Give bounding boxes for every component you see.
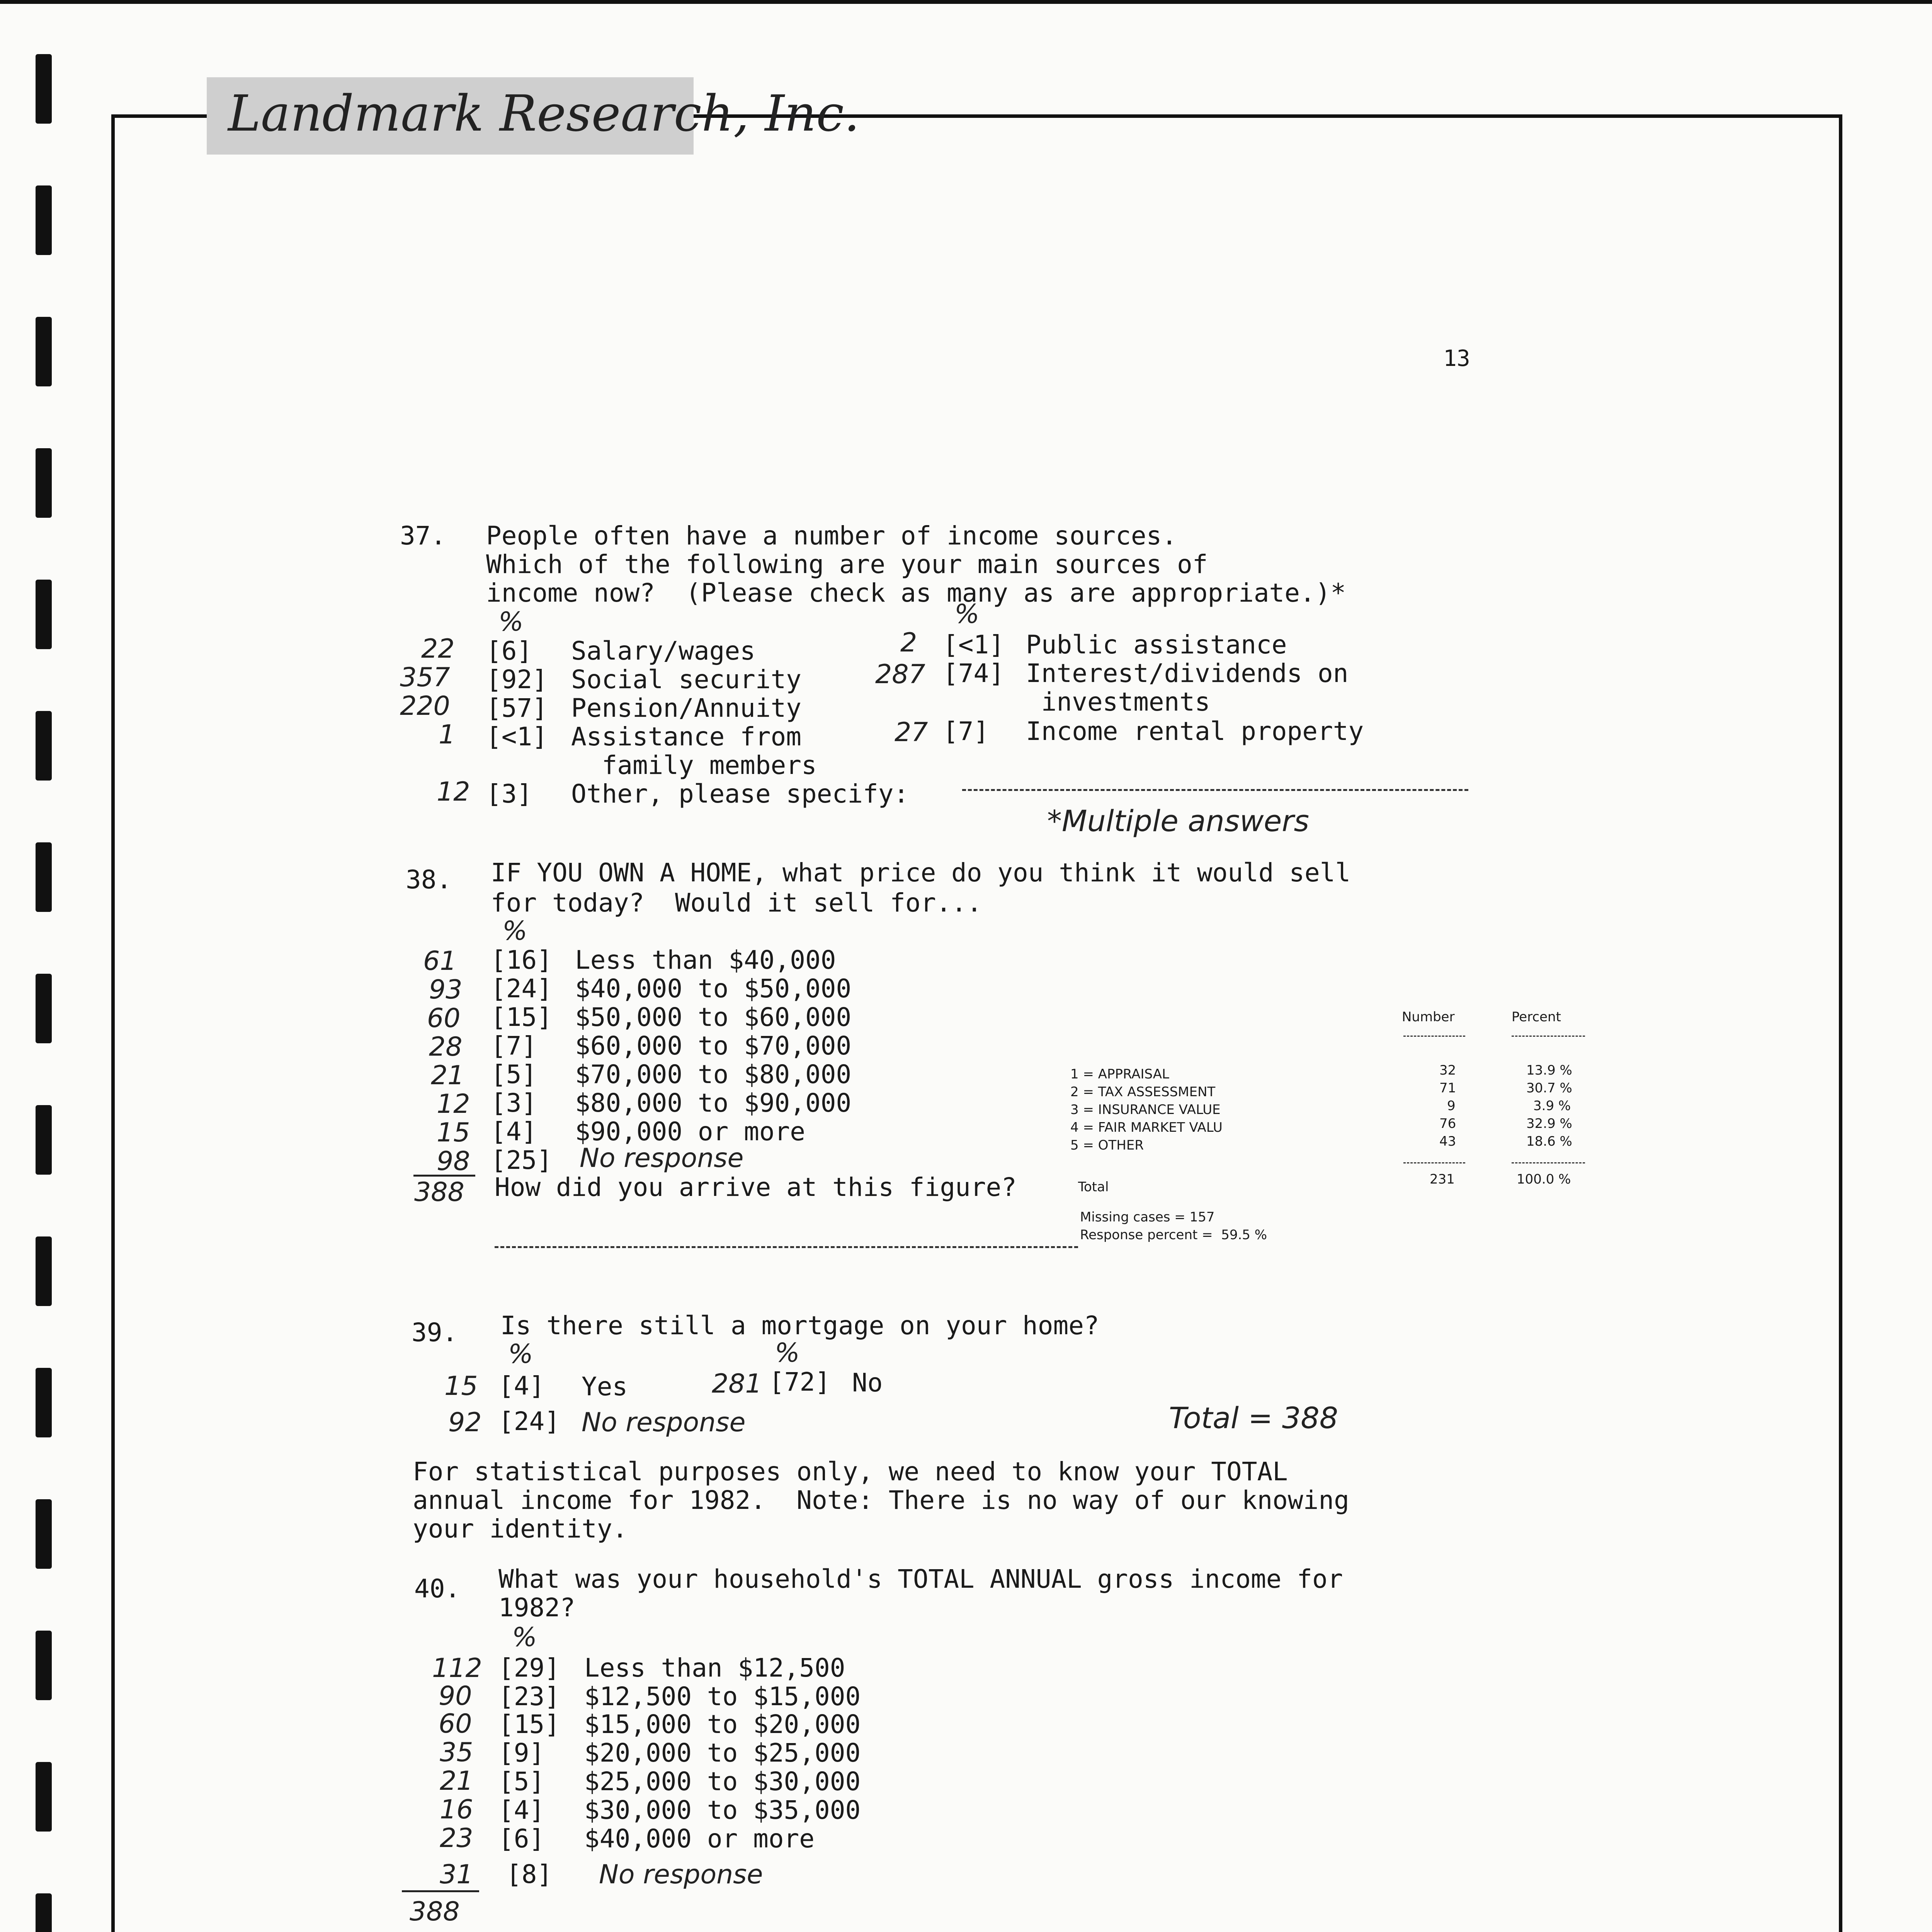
q37-option-label: Income rental property xyxy=(1026,716,1364,746)
q37-pct: [3] xyxy=(486,779,532,809)
q39-yes-label: Yes xyxy=(582,1372,628,1401)
q40-pct: [29] xyxy=(498,1653,560,1683)
q38-pct: [4] xyxy=(491,1117,537,1146)
stats-row-percent: 18.6 % xyxy=(1526,1134,1572,1149)
q38-pct: [16] xyxy=(491,945,552,975)
q39-nr-pct: [24] xyxy=(498,1406,560,1436)
q38-count: 15 xyxy=(437,1117,470,1148)
q38-count: 93 xyxy=(429,975,463,1005)
binder-tab xyxy=(36,448,52,518)
q38-count: 61 xyxy=(423,946,457,976)
q37-option-label-cont: family members xyxy=(571,750,817,780)
q37-count: 2 xyxy=(900,628,917,658)
stats-col-percent: Percent xyxy=(1512,1009,1561,1025)
q38-followup: How did you arrive at this figure? xyxy=(495,1172,1017,1202)
binder-tab xyxy=(36,842,52,912)
stats-row-percent: 3.9 % xyxy=(1533,1098,1571,1114)
q40-line-2: 1982? xyxy=(498,1593,575,1622)
company-logo: Landmark Research, Inc. xyxy=(228,85,860,143)
q39-question: Is there still a mortgage on your home? xyxy=(500,1311,1099,1340)
q38-count: 12 xyxy=(437,1089,470,1119)
q39-nr-label: No response xyxy=(582,1407,746,1438)
q38-pct: [3] xyxy=(491,1088,537,1118)
stats-row-percent: 32.9 % xyxy=(1526,1116,1572,1131)
q37-pct-header-right: % xyxy=(954,599,980,629)
q40-pct: [4] xyxy=(498,1795,545,1825)
q38-count: 98 xyxy=(437,1146,470,1177)
stats-missing-cases: Missing cases = 157 xyxy=(1080,1209,1215,1225)
stats-dash xyxy=(1403,1162,1465,1163)
q40-count: 21 xyxy=(440,1766,473,1796)
q37-pct-header-left: % xyxy=(498,607,524,637)
stat-note-line-1: For statistical purposes only, we need to know your TOTAL xyxy=(413,1457,1288,1486)
q37-count: 27 xyxy=(895,717,928,748)
binder-tab xyxy=(36,317,52,386)
binder-tab xyxy=(36,1499,52,1569)
q40-count: 112 xyxy=(432,1653,482,1684)
stats-row-number: 71 xyxy=(1439,1080,1456,1096)
q39-number: 39. xyxy=(412,1318,458,1347)
q38-option-label: $80,000 to $90,000 xyxy=(575,1088,852,1118)
stats-row-percent: 30.7 % xyxy=(1526,1080,1572,1096)
stats-row-label: 1 = APPRAISAL xyxy=(1070,1066,1169,1082)
q39-pct-header: % xyxy=(775,1338,800,1368)
q40-option-label: $40,000 or more xyxy=(584,1824,815,1854)
q37-line-1: People often have a number of income sources. xyxy=(486,521,1177,551)
binder-tab xyxy=(36,1368,52,1437)
q40-sum-line xyxy=(402,1890,479,1892)
stats-col-number: Number xyxy=(1402,1009,1455,1025)
stats-row-number: 32 xyxy=(1439,1063,1456,1078)
q40-option-label: Less than $12,500 xyxy=(584,1653,845,1683)
stats-dash xyxy=(1403,1036,1465,1037)
q40-total: 388 xyxy=(410,1896,460,1927)
q40-pct: [15] xyxy=(498,1709,560,1739)
q40-number: 40. xyxy=(414,1574,461,1604)
q38-pct: [25] xyxy=(491,1145,552,1175)
q38-pct: [7] xyxy=(491,1031,537,1061)
q38-pct: [15] xyxy=(491,1002,552,1032)
top-edge xyxy=(0,0,1932,4)
binder-tab xyxy=(36,1631,52,1700)
stat-note-line-3: your identity. xyxy=(413,1514,628,1544)
q38-count: 60 xyxy=(427,1003,461,1034)
stats-total-number: 231 xyxy=(1430,1172,1455,1187)
stats-row-percent: 13.9 % xyxy=(1526,1063,1572,1078)
q40-count: 31 xyxy=(440,1859,473,1890)
q40-option-label: $12,500 to $15,000 xyxy=(584,1682,861,1711)
q40-pct: [8] xyxy=(506,1859,553,1889)
page-number-top: 13 xyxy=(1443,345,1470,371)
q37-count: 1 xyxy=(439,719,456,750)
page-frame xyxy=(111,114,1842,1932)
q38-option-label: Less than $40,000 xyxy=(575,945,836,975)
q40-option-label: $20,000 to $25,000 xyxy=(584,1738,861,1768)
q38-pct-header: % xyxy=(502,916,527,946)
stats-row-number: 43 xyxy=(1439,1134,1456,1149)
q40-pct-header: % xyxy=(512,1622,537,1653)
q40-count: 16 xyxy=(440,1794,473,1825)
q39-no-label: No xyxy=(852,1368,883,1398)
binder-tab xyxy=(36,711,52,781)
stats-dash xyxy=(1512,1036,1585,1037)
q38-count: 21 xyxy=(431,1060,464,1091)
stats-response-percent: Response percent = 59.5 % xyxy=(1080,1227,1267,1243)
binder-tab xyxy=(36,1762,52,1832)
binder-tab xyxy=(36,1105,52,1175)
q37-pct: [7] xyxy=(943,716,989,746)
q37-pct: [6] xyxy=(486,636,532,666)
q40-option-label: $15,000 to $20,000 xyxy=(584,1709,861,1739)
q37-pct: [<1] xyxy=(943,630,1004,660)
binder-tab xyxy=(36,185,52,255)
binder-tab xyxy=(36,1236,52,1306)
q39-nr-count: 92 xyxy=(448,1407,482,1438)
stats-total-percent: 100.0 % xyxy=(1517,1172,1571,1187)
q38-count: 28 xyxy=(429,1032,463,1062)
stat-note-line-2: annual income for 1982. Note: There is no way of our knowing xyxy=(413,1485,1349,1515)
q37-option-label: Assistance from xyxy=(571,722,802,752)
q40-option-label: $25,000 to $30,000 xyxy=(584,1767,861,1796)
q40-count: 90 xyxy=(439,1681,472,1711)
binder-tab xyxy=(36,580,52,649)
q38-option-label: $40,000 to $50,000 xyxy=(575,974,852,1003)
q38-option-label: $90,000 or more xyxy=(575,1117,806,1146)
q37-line-2: Which of the following are your main sources of xyxy=(486,549,1208,579)
q38-sum-line xyxy=(413,1175,475,1177)
q37-pct: [<1] xyxy=(486,722,548,752)
stats-dash xyxy=(1512,1162,1585,1163)
q40-count: 60 xyxy=(439,1709,472,1739)
q38-line-1: IF YOU OWN A HOME, what price do you think it would sell xyxy=(491,858,1351,888)
q37-option-label: Social security xyxy=(571,665,802,694)
q38-line-2: for today? Would it sell for... xyxy=(491,888,982,918)
q37-option-label: Interest/dividends on xyxy=(1026,658,1349,688)
q38-number: 38. xyxy=(406,865,452,895)
q40-count: 23 xyxy=(440,1823,473,1854)
q40-pct: [23] xyxy=(498,1682,560,1711)
q37-option-label: Salary/wages xyxy=(571,636,755,666)
stats-row-label: 4 = FAIR MARKET VALU xyxy=(1070,1120,1223,1135)
stats-row-label: 2 = TAX ASSESSMENT xyxy=(1070,1084,1216,1100)
q39-no-count: 281 xyxy=(712,1369,762,1399)
q39-yes-pct: [4] xyxy=(498,1371,545,1401)
stats-row-label: 3 = INSURANCE VALUE xyxy=(1070,1102,1221,1117)
q40-pct: [5] xyxy=(498,1767,545,1796)
q38-pct: [24] xyxy=(491,974,552,1003)
binder-tab xyxy=(36,974,52,1043)
q37-count: 22 xyxy=(421,634,455,664)
q37-pct: [92] xyxy=(486,665,548,694)
q39-pct-header: % xyxy=(508,1339,533,1369)
q40-count: 35 xyxy=(440,1737,473,1768)
stats-row-number: 76 xyxy=(1439,1116,1456,1131)
q37-count: 287 xyxy=(875,659,925,690)
q38-option-label: $70,000 to $80,000 xyxy=(575,1060,852,1089)
q37-pct: [74] xyxy=(943,658,1004,688)
binder-tab xyxy=(36,1893,52,1932)
stats-row-label: 5 = OTHER xyxy=(1070,1138,1144,1153)
q40-option-label: $30,000 to $35,000 xyxy=(584,1795,861,1825)
q37-multiple-answers-note: *Multiple answers xyxy=(1047,804,1310,838)
q40-line-1: What was your household's TOTAL ANNUAL gross income for xyxy=(498,1564,1343,1594)
q39-total: Total = 388 xyxy=(1169,1401,1338,1435)
q37-count: 357 xyxy=(400,662,450,693)
q38-option-label: $50,000 to $60,000 xyxy=(575,1002,852,1032)
stats-row-number: 9 xyxy=(1447,1098,1456,1114)
q38-option-label: No response xyxy=(580,1143,744,1173)
q40-pct: [6] xyxy=(498,1824,545,1854)
q37-option-label: Public assistance xyxy=(1026,630,1287,660)
q37-option-label-cont: investments xyxy=(1026,687,1210,717)
q38-pct: [5] xyxy=(491,1060,537,1089)
q37-specify-line xyxy=(962,789,1468,791)
q38-total: 388 xyxy=(414,1177,464,1208)
q39-yes-count: 15 xyxy=(444,1371,478,1401)
q37-pct: [57] xyxy=(486,693,548,723)
q40-pct: [9] xyxy=(498,1738,545,1768)
binder-tab xyxy=(36,54,52,124)
q37-count: 12 xyxy=(437,777,470,807)
q40-option-label: No response xyxy=(599,1859,763,1890)
q37-option-label: Pension/Annuity xyxy=(571,693,802,723)
q38-option-label: $60,000 to $70,000 xyxy=(575,1031,852,1061)
q38-answer-line xyxy=(495,1246,1078,1248)
stats-total-label: Total xyxy=(1078,1179,1109,1195)
q37-option-label: Other, please specify: xyxy=(571,779,909,809)
q37-number: 37. xyxy=(400,521,446,551)
q37-count: 220 xyxy=(400,691,450,721)
q37-line-3: income now? (Please check as many as are appropriate.)* xyxy=(486,578,1346,608)
q39-no-pct: [72] xyxy=(769,1367,830,1397)
